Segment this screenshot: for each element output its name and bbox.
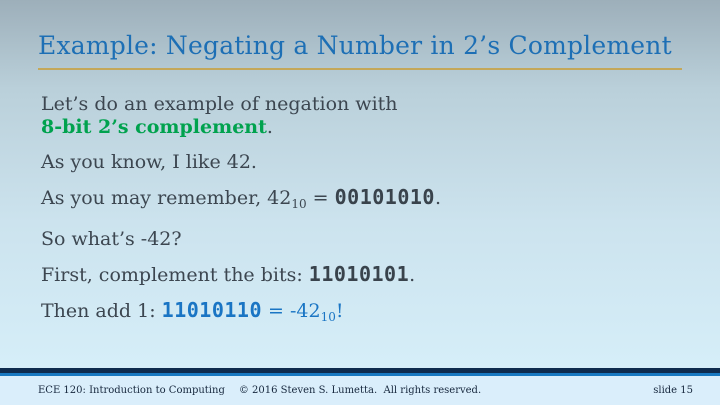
footer-strip: [0, 376, 720, 405]
text-segment-mono-blue: 11010110: [161, 298, 262, 322]
text-segment-blue: = -42: [261, 300, 321, 322]
body-paragraph: [41, 228, 720, 251]
text-segment-sub-blue: 10: [320, 310, 336, 324]
text-segment-body: As you may remember, 42: [41, 187, 292, 209]
text-segment-body: .: [266, 116, 273, 138]
text-segment-blue: !: [335, 300, 344, 322]
body-paragraph: [41, 263, 720, 287]
body-paragraph: [41, 186, 720, 216]
body-paragraph: [41, 299, 720, 329]
text-segment-body: First, complement the bits:: [41, 264, 309, 286]
text-segment-body: As you know, I like 42.: [41, 151, 257, 173]
text-segment-green: 8-bit 2’s complement: [41, 116, 267, 138]
text-segment-sub: 10: [291, 197, 307, 211]
text-segment-body: .: [409, 264, 416, 286]
body-paragraph: [41, 151, 720, 174]
slide-title: Example: Negating a Number in 2’s Complement: [38, 31, 672, 60]
footer-slide-number: slide 15: [653, 385, 693, 396]
footer-course-name: ECE 120: Introduction to Computing: [38, 385, 225, 396]
text-segment-body: So what’s -42?: [41, 228, 182, 250]
text-segment-body: Then add 1:: [41, 300, 162, 322]
footer-copyright: © 2016 Steven S. Lumetta. All rights reserved.: [238, 385, 482, 396]
text-segment-body: =: [306, 187, 335, 209]
text-segment-mono: 11010101: [308, 262, 410, 286]
text-segment-body: .: [434, 187, 441, 209]
footer: [0, 368, 720, 405]
text-segment-mono: 00101010: [334, 185, 435, 209]
body-paragraph: [41, 93, 720, 139]
text-segment-body: Let’s do an example of negation with: [41, 93, 398, 115]
slide-body: [0, 70, 720, 329]
